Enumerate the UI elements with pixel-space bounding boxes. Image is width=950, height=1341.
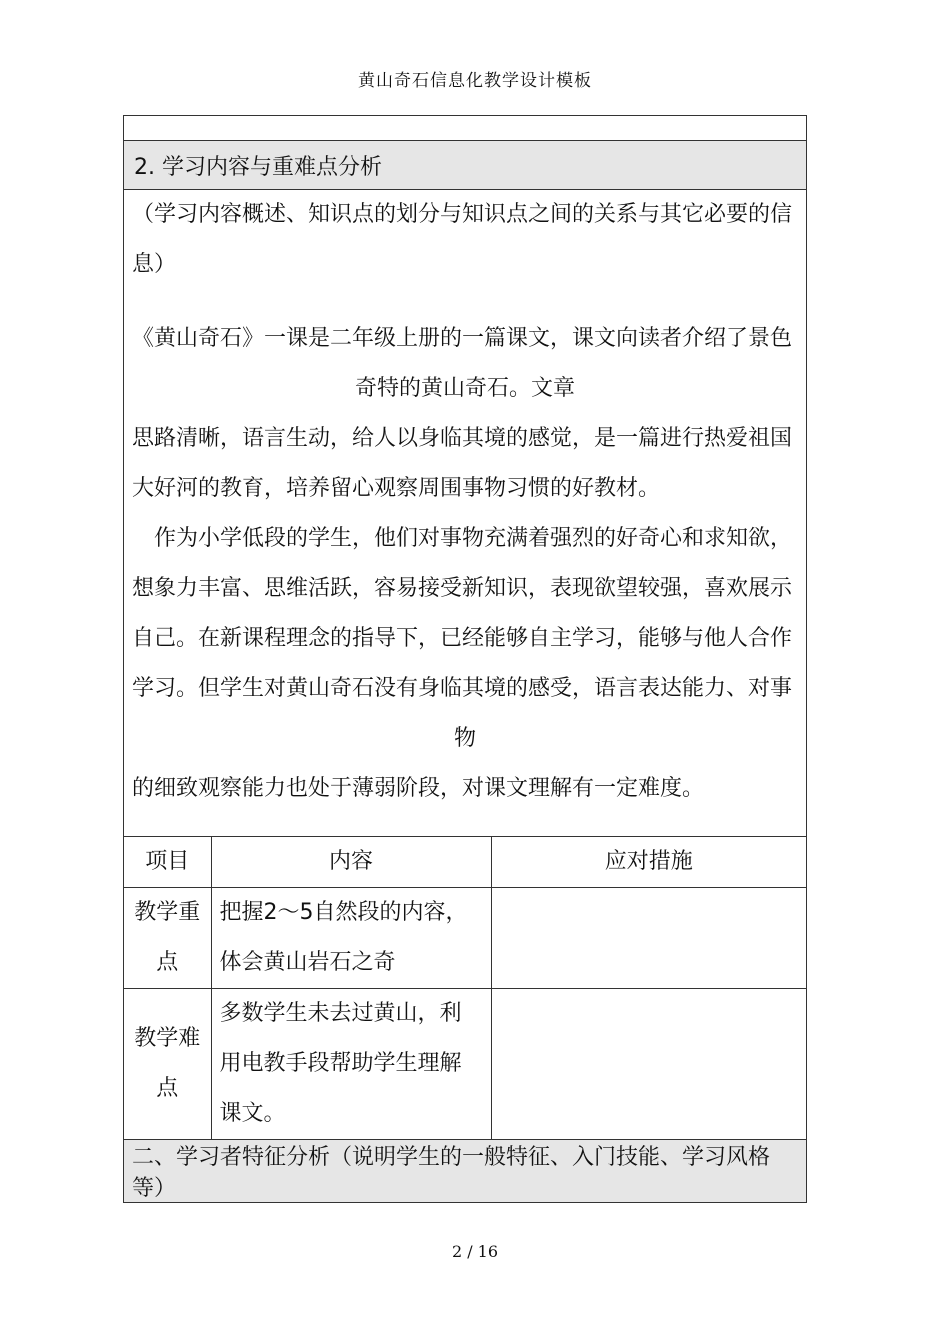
paragraph-2: 思路清晰，语言生动，给人以身临其境的感觉，是一篇进行热爱祖国大好河的教育，培养留心观察周围事物习惯的好教材。 <box>132 426 793 501</box>
instruction-text: （学习内容概述、知识点的划分与知识点之间的关系与其它必要的信息） <box>132 202 793 277</box>
row-measures <box>491 888 806 989</box>
row-item: 教学重点 <box>124 888 211 989</box>
table-row <box>124 888 806 989</box>
blank-row <box>124 116 807 141</box>
document-header: 黄山奇石信息化教学设计模板 <box>358 71 592 91</box>
paragraph-3: 作为小学低段的学生，他们对事物充满着强烈的好奇心和求知欲，想象力丰富、思维活跃，容易接受新知识，表现欲望较强，喜欢展示自己。在新课程理念的指导下，已经能够自主学习，能够与他人合作学习。但学生对黄山奇石没有身临其境的感受，语言表达能力、对事 <box>132 526 793 701</box>
table-header-row <box>124 837 806 888</box>
row-item: 教学难点 <box>124 989 211 1140</box>
row-content: 把握2～5自然段的内容，体会黄山岩石之奇 <box>211 888 491 989</box>
design-template-table <box>123 115 807 1203</box>
paragraph-1-line-1: 《黄山奇石》一课是二年级上册的一篇课文，课文向读者介绍了景色 <box>132 326 793 351</box>
analysis-cell <box>124 837 807 1140</box>
paragraph-3-end: 的细致观察能力也处于薄弱阶段，对课文理解有一定难度。 <box>132 776 705 801</box>
row-measures <box>491 989 806 1140</box>
paragraph-1-line-2: 奇特的黄山奇石。文章 <box>354 376 575 401</box>
key-points-table <box>124 837 806 1139</box>
header-content: 内容 <box>211 837 491 888</box>
content-cell <box>124 190 807 837</box>
header-item: 项目 <box>145 849 190 874</box>
table-row <box>124 989 806 1140</box>
paragraph-3-fragment: 物 <box>453 726 476 751</box>
section-title: 2. 学习内容与重难点分析 <box>124 141 807 190</box>
next-section-title: 二、学习者特征分析（说明学生的一般特征、入门技能、学习风格等） <box>124 1140 807 1203</box>
page-number: 2 / 16 <box>451 1242 499 1261</box>
header-measures: 应对措施 <box>491 837 806 888</box>
row-content: 多数学生未去过黄山，利用电教手段帮助学生理解课文。 <box>211 989 491 1140</box>
blank-line <box>132 290 798 314</box>
